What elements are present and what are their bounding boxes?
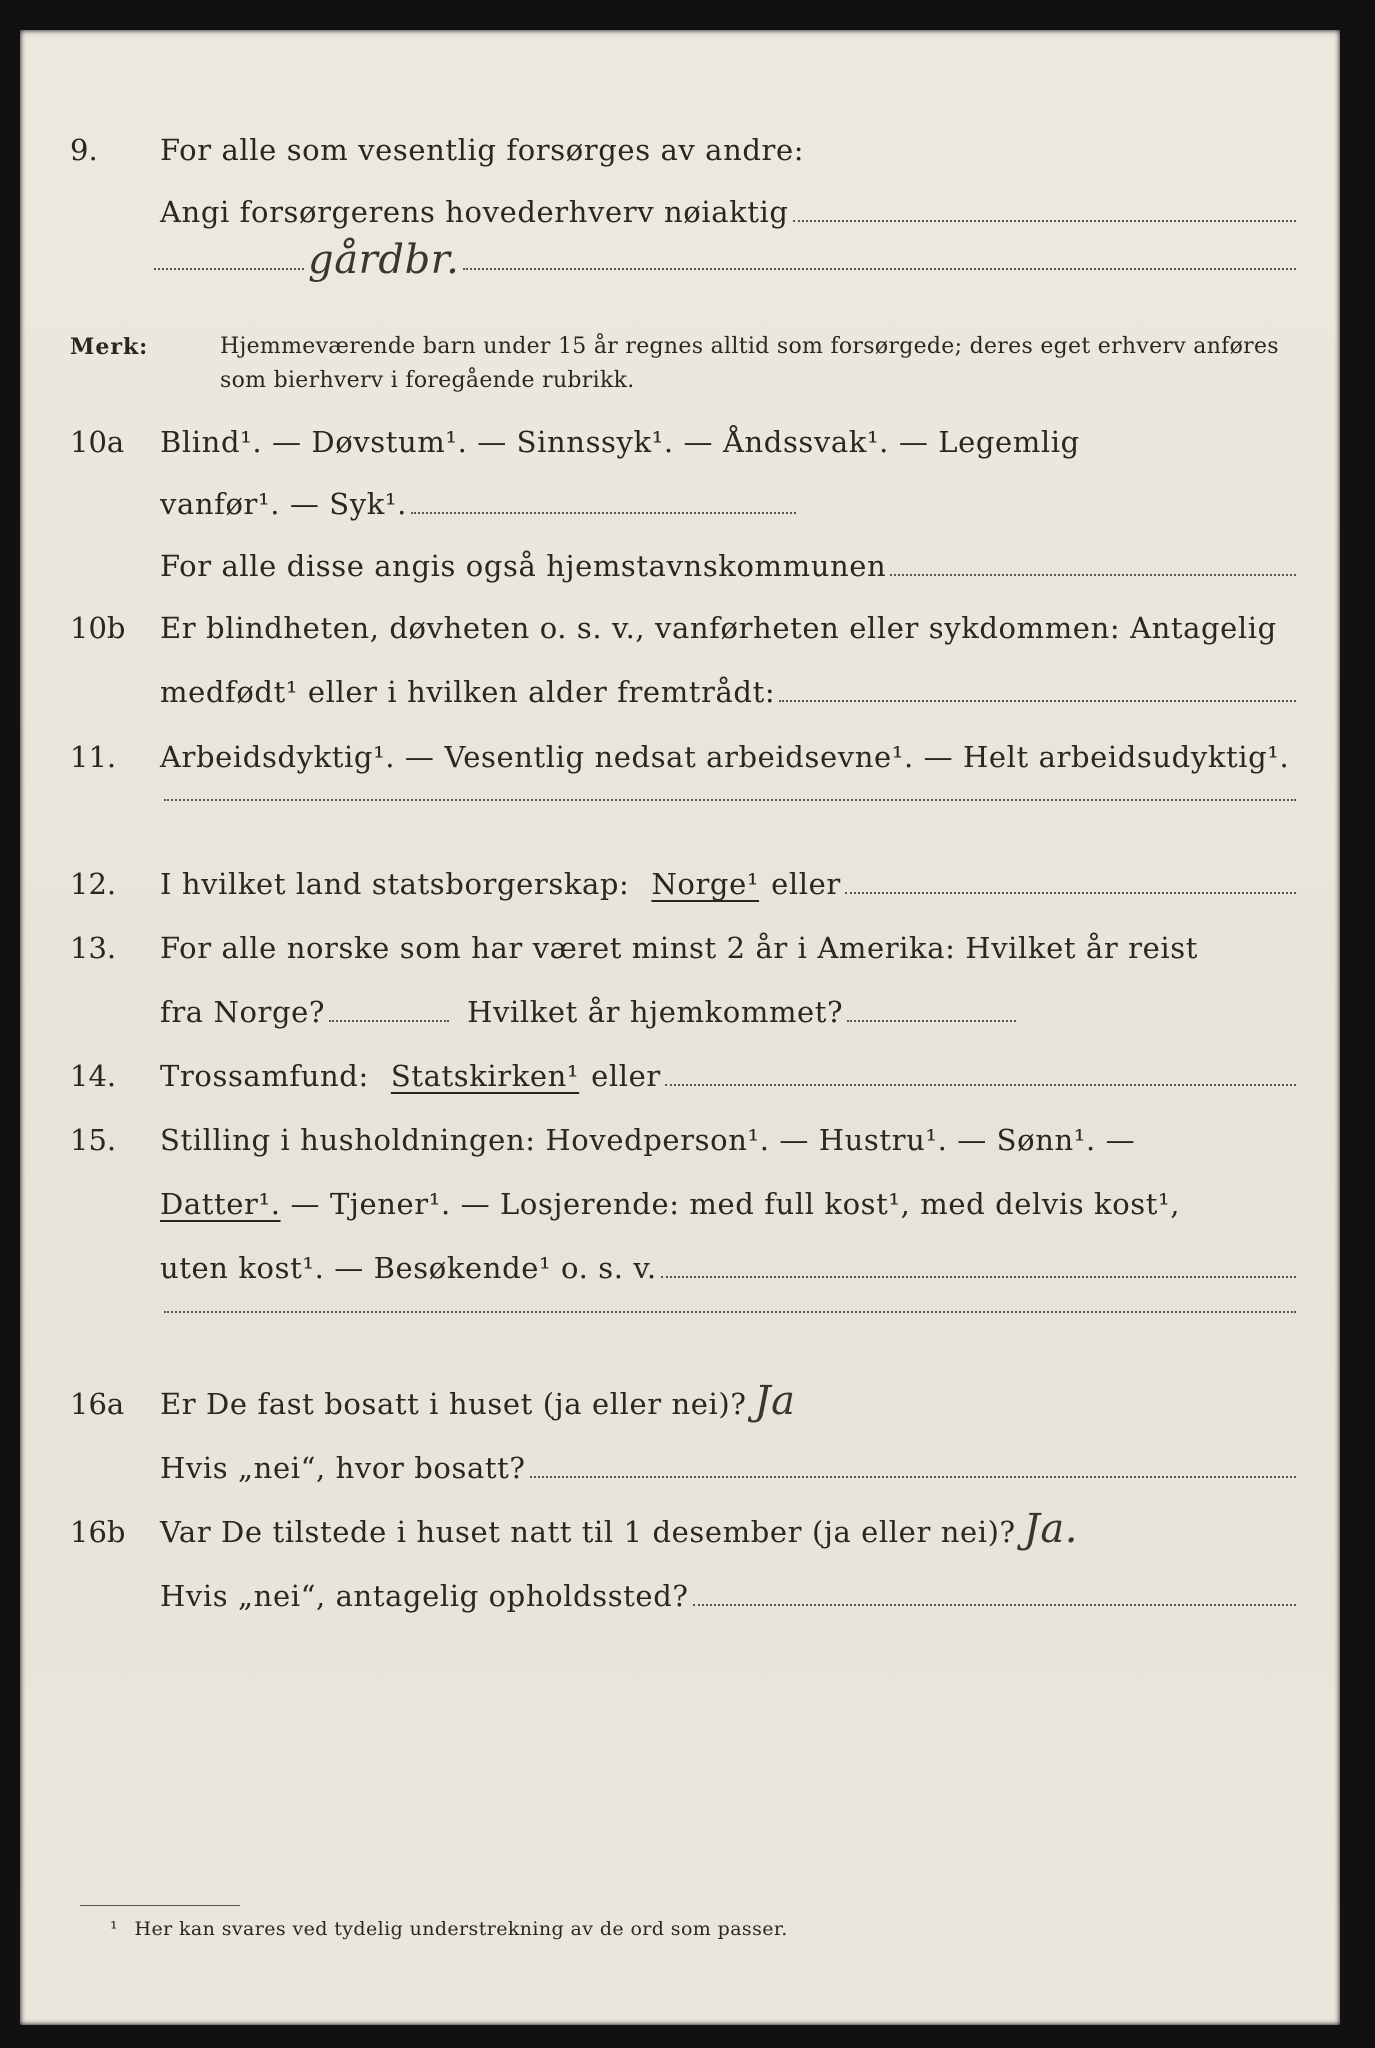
q15-datter-underlined: Datter¹. xyxy=(160,1187,281,1221)
q13-line2 xyxy=(20,990,1340,1034)
q9-answer-row xyxy=(20,237,1340,308)
footnote-text: Her kan svares ved tydelig understrekning av de ord som passer. xyxy=(134,1918,788,1940)
q16a-number: 16a xyxy=(70,1387,125,1421)
q10a-line1 xyxy=(20,420,1340,464)
q15-answer-row xyxy=(20,1310,1340,1354)
answer-line[interactable] xyxy=(793,219,1296,222)
merk-label: Merk: xyxy=(70,334,149,360)
q15-text: Stilling i husholdningen: Hovedperson¹. — Hustru¹. — Sønn¹. — xyxy=(160,1123,1136,1157)
q9-line1 xyxy=(20,128,1340,172)
answer-line[interactable] xyxy=(661,1275,1296,1278)
q16b-opholdssted: Hvis „nei“, antagelig opholdssted? xyxy=(160,1579,689,1613)
q10a-line2 xyxy=(20,482,1340,526)
q12-norge-underlined: Norge¹ xyxy=(651,867,760,901)
q10b-line2 xyxy=(20,670,1340,714)
q14-eller: eller xyxy=(591,1059,661,1093)
q14-line1 xyxy=(20,1054,1340,1098)
q15-besokende: uten kost¹. — Besøkende¹ o. s. v. xyxy=(160,1251,657,1285)
q9-line2 xyxy=(20,190,1340,234)
q12-text: I hvilket land statsborgerskap: xyxy=(160,867,630,901)
q10a-line3 xyxy=(20,544,1340,588)
answer-line[interactable] xyxy=(890,573,1296,576)
q15-line1 xyxy=(20,1118,1340,1162)
q16a-handwritten-answer: Ja xyxy=(754,1378,796,1424)
q16b-number: 16b xyxy=(70,1515,126,1549)
q10a-prompt: vanfør¹. — Syk¹. xyxy=(160,487,407,521)
answer-line[interactable] xyxy=(411,511,796,514)
q15-line2 xyxy=(20,1182,1340,1226)
q10a-hjemstavn: For alle disse angis også hjemstavnskommunen xyxy=(160,549,887,583)
q14-statskirken-underlined: Statskirken¹ xyxy=(390,1059,580,1093)
q11-number: 11. xyxy=(70,740,117,774)
q9-prompt: Angi forsørgerens hovederhverv nøiaktig xyxy=(160,195,789,229)
q16a-line1 xyxy=(20,1378,1340,1426)
q14-number: 14. xyxy=(70,1059,117,1093)
q9-number: 9. xyxy=(70,133,98,167)
answer-line[interactable] xyxy=(463,267,1296,270)
census-form-page xyxy=(20,30,1340,2025)
q13-hjemkommet: Hvilket år hjemkommet? xyxy=(467,995,844,1029)
q16b-line1 xyxy=(20,1506,1340,1554)
answer-line[interactable] xyxy=(329,1019,449,1022)
q9-handwritten-answer: gårdbr. xyxy=(308,237,460,283)
footnote-mark: ¹ xyxy=(110,1918,119,1940)
answer-line[interactable] xyxy=(164,1310,1296,1313)
q10a-text: Blind¹. — Døvstum¹. — Sinnssyk¹. — Åndssvak¹. — Legemlig xyxy=(160,425,1080,459)
q10b-text: Er blindheten, døvheten o. s. v., vanførheten eller sykdommen: Antagelig xyxy=(160,611,1277,645)
q16b-line2 xyxy=(20,1574,1340,1618)
q9-text: For alle som vesentlig forsørges av andre: xyxy=(160,133,805,167)
merk-text: Hjemmeværende barn under 15 år regnes alltid som forsørgede; deres eget erhverv anføres som bierhverv i foregående rubrikk. xyxy=(220,334,1279,393)
q11-line1 xyxy=(20,735,1340,779)
q12-line1 xyxy=(20,862,1340,906)
q13-number: 13. xyxy=(70,931,117,965)
q13-text: For alle norske som har været minst 2 år i Amerika: Hvilket år reist xyxy=(160,931,1198,965)
q11-answer-row xyxy=(20,798,1340,842)
answer-line[interactable] xyxy=(154,267,304,270)
q16a-text: Er De fast bosatt i huset (ja eller nei)? xyxy=(160,1387,747,1421)
answer-line[interactable] xyxy=(845,891,1296,894)
answer-line[interactable] xyxy=(665,1083,1296,1086)
answer-line[interactable] xyxy=(847,1019,1016,1022)
q12-number: 12. xyxy=(70,867,117,901)
q13-line1 xyxy=(20,926,1340,970)
q16a-bosatt: Hvis „nei“, hvor bosatt? xyxy=(160,1451,526,1485)
q12-eller: eller xyxy=(771,867,841,901)
q13-reist: fra Norge? xyxy=(160,995,326,1029)
q15-options: — Tjener¹. — Losjerende: med full kost¹, med delvis kost¹, xyxy=(290,1187,1181,1221)
q10b-number: 10b xyxy=(70,611,126,645)
footnote xyxy=(110,1918,788,1940)
q15-line3 xyxy=(20,1246,1340,1290)
q10a-number: 10a xyxy=(70,425,125,459)
q16a-line2 xyxy=(20,1446,1340,1490)
q11-text: Arbeidsdyktig¹. — Vesentlig nedsat arbeidsevne¹. — Helt arbeidsudyktig¹. xyxy=(160,740,1290,774)
answer-line[interactable] xyxy=(779,699,1296,702)
answer-line[interactable] xyxy=(530,1475,1296,1478)
q10b-line1 xyxy=(20,606,1340,650)
q10b-prompt: medfødt¹ eller i hvilken alder fremtrådt: xyxy=(160,675,776,709)
q14-text: Trossamfund: xyxy=(160,1059,369,1093)
q15-number: 15. xyxy=(70,1123,117,1157)
answer-line[interactable] xyxy=(693,1603,1296,1606)
q16b-text: Var De tilstede i huset natt til 1 desember (ja eller nei)? xyxy=(160,1515,1016,1549)
answer-line[interactable] xyxy=(164,798,1296,801)
q16b-handwritten-answer: Ja. xyxy=(1023,1506,1079,1552)
footnote-rule xyxy=(80,1905,240,1906)
